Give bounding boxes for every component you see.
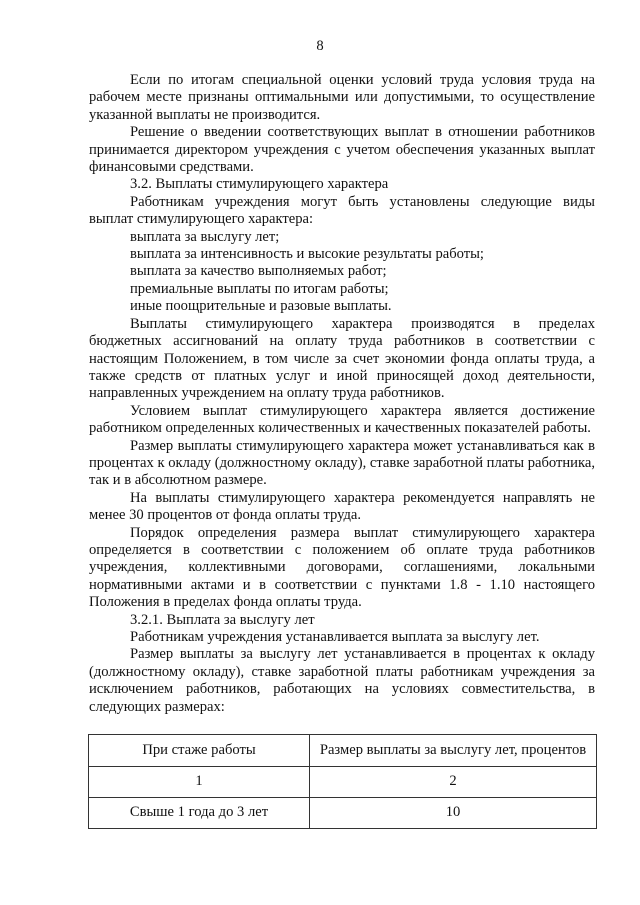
table-header-row	[89, 735, 597, 767]
table-cell: 1	[89, 767, 310, 798]
table-header-cell: При стаже работы	[89, 735, 310, 767]
section-heading: 3.2. Выплаты стимулирующего характера	[130, 176, 389, 193]
table-row	[89, 767, 597, 798]
paragraph: Работникам учреждения могут быть установлены следующие виды выплат стимулирующего характера:	[89, 193, 595, 228]
list-item: выплата за выслугу лет;	[130, 228, 280, 245]
paragraph: Условием выплат стимулирующего характера является достижение работником определенных количественных и качественных показателей работы.	[89, 402, 595, 437]
table-cell: 2	[310, 767, 597, 798]
paragraph: Решение о введении соответствующих выплат в отношении работников принимается директором учреждения с учетом обеспечения указанных выплат финансовыми средствами.	[89, 124, 595, 176]
paragraph: Размер выплаты стимулирующего характера может устанавливаться как в процентах к окладу (должностному окладу), ставке заработной платы работника, так и в абсолютном размере.	[89, 437, 595, 489]
list-item: премиальные выплаты по итогам работы;	[130, 280, 389, 297]
table-header-cell: Размер выплаты за выслугу лет, процентов	[310, 735, 597, 767]
document-body	[89, 72, 595, 716]
table-cell: 10	[310, 798, 597, 829]
paragraph: Выплаты стимулирующего характера производятся в пределах бюджетных ассигнований на оплату труда работников в соответствии с настоящим Положением, в том числе за счет экономии фонда оплаты труда, а также средств от платных услуг и иной приносящей доход деятельности, направленных учреждением на оплату труда работников.	[89, 315, 595, 402]
list-item: выплата за качество выполняемых работ;	[130, 263, 387, 280]
paragraph: Размер выплаты за выслугу лет устанавливается в процентах к окладу (должностному окладу), ставке заработной платы работникам учреждения за исключением работников, работающих на условиях совместительства, в следующих размерах:	[89, 646, 595, 715]
paragraph: На выплаты стимулирующего характера рекомендуется направлять не менее 30 процентов от фонда оплаты труда.	[89, 489, 595, 524]
table-cell: Свыше 1 года до 3 лет	[89, 798, 310, 829]
subsection-heading: 3.2.1. Выплата за выслугу лет	[130, 611, 315, 628]
list-item: иные поощрительные и разовые выплаты.	[130, 298, 392, 315]
table-row	[89, 798, 597, 829]
paragraph: Работникам учреждения устанавливается выплата за выслугу лет.	[130, 629, 540, 645]
paragraph: Порядок определения размера выплат стимулирующего характера определяется в соответствии с положением об оплате труда работников учреждения, коллективными договорами, соглашениями, локальными нормативными актами и в соответствии с пунктами 1.8 - 1.10 настоящего Положения в пределах фонда оплаты труда.	[89, 524, 595, 611]
paragraph: Если по итогам специальной оценки условий труда условия труда на рабочем месте признаны оптимальными или допустимыми, то осуществление указанной выплаты не производится.	[89, 72, 595, 123]
seniority-rates-table	[88, 734, 597, 829]
list-item: выплата за интенсивность и высокие результаты работы;	[130, 246, 484, 263]
page-number: 8	[316, 38, 324, 54]
